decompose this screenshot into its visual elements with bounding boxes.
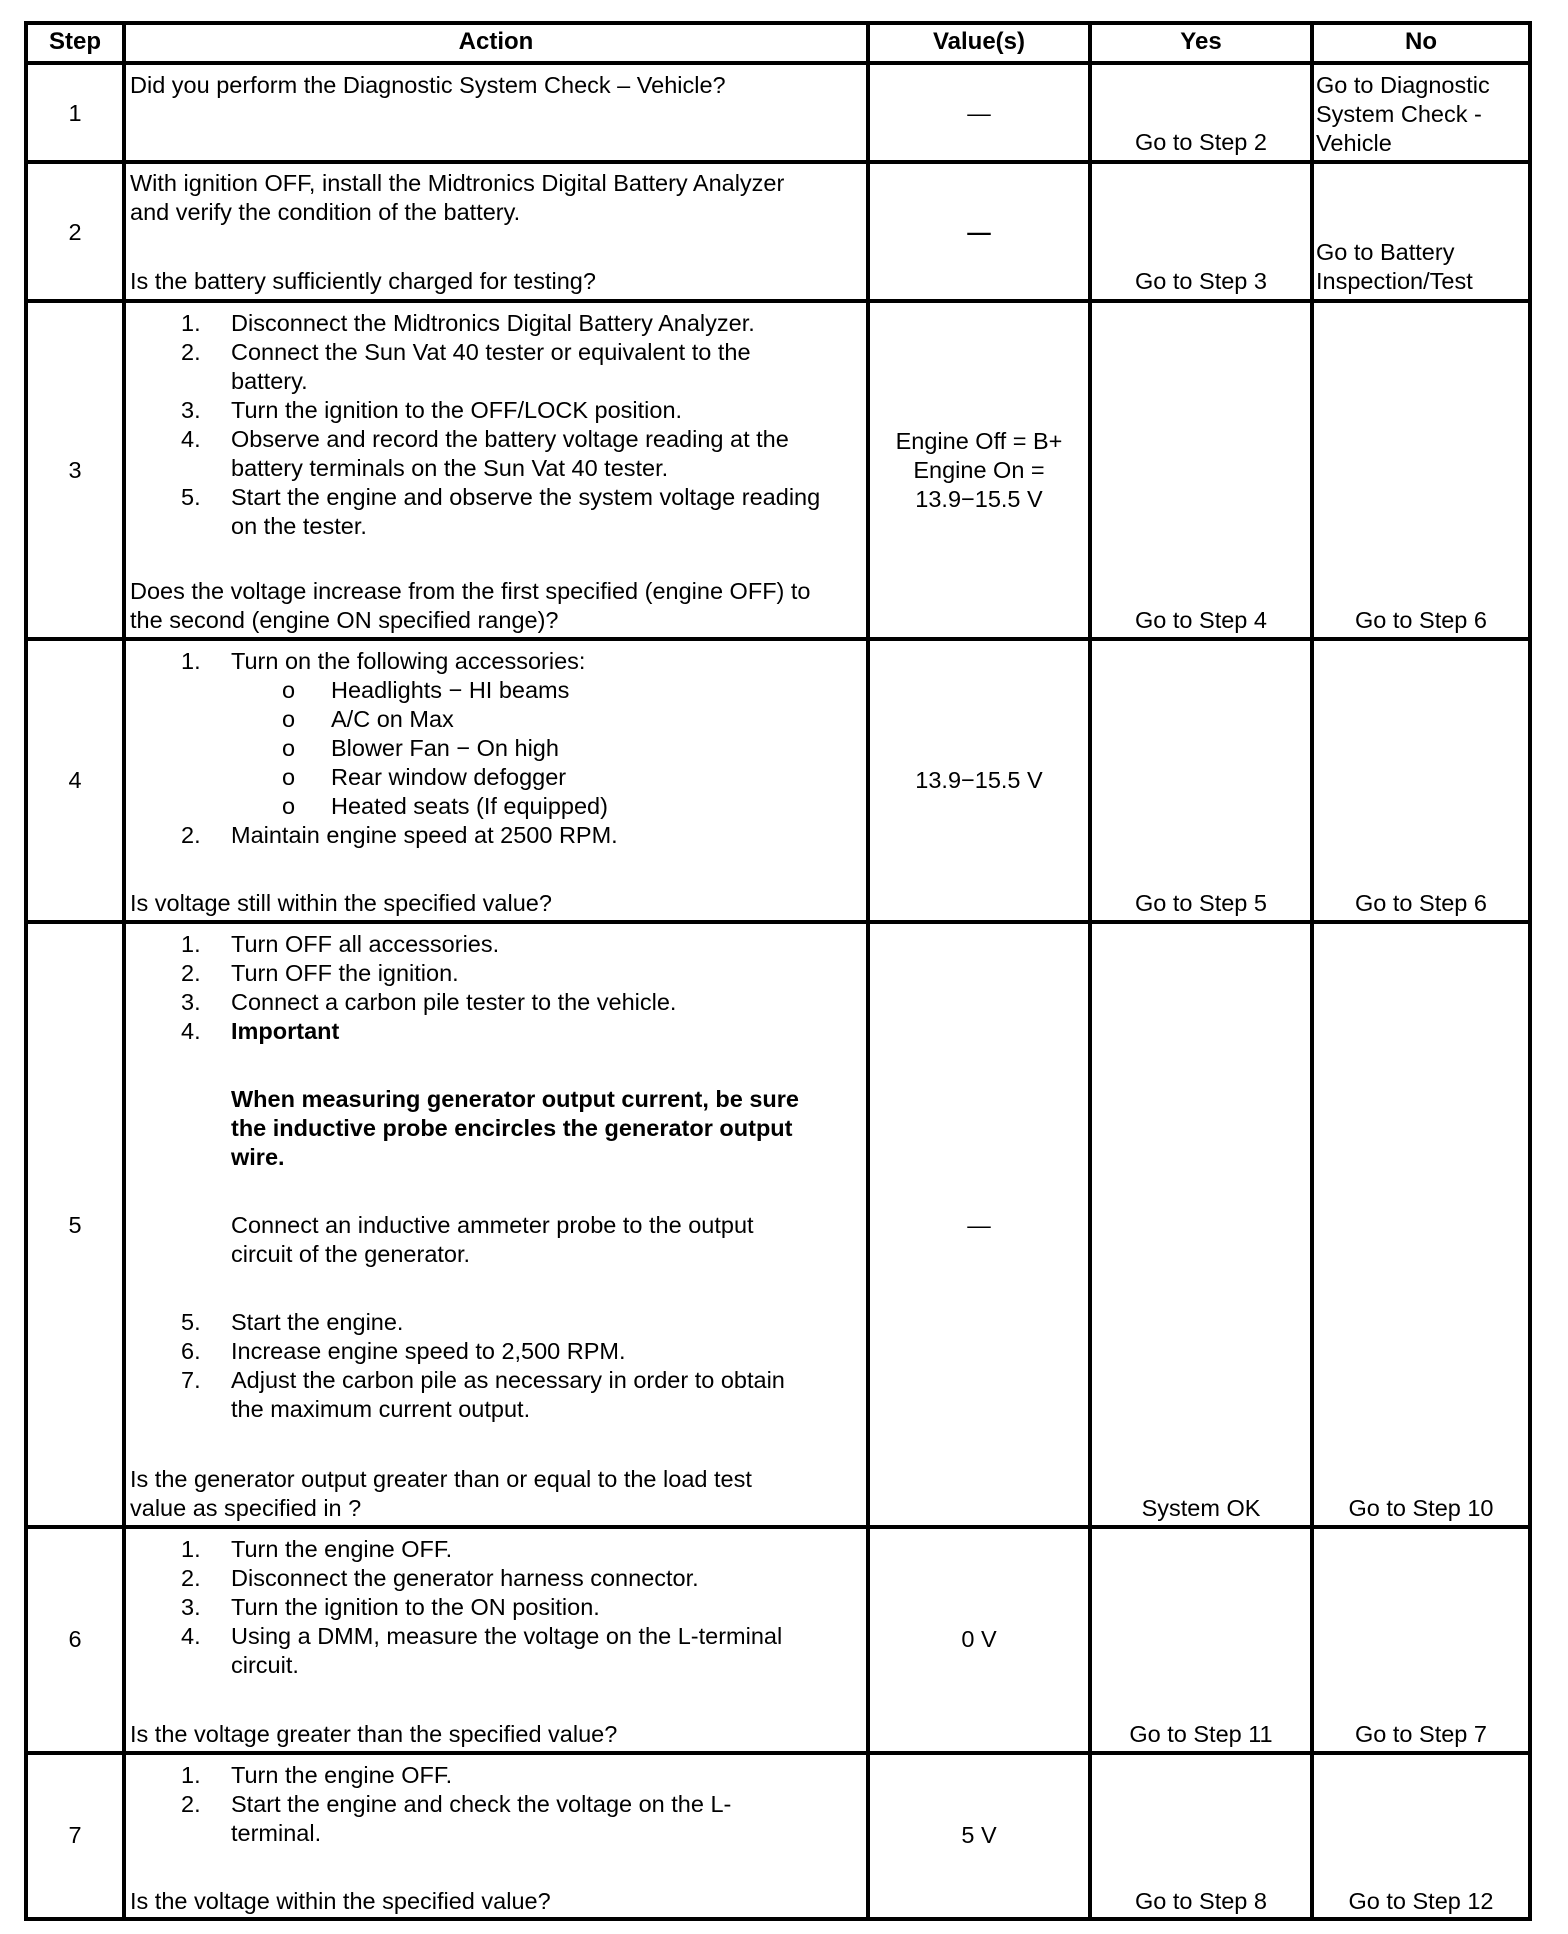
header-values-label: Value(s) (932, 28, 1026, 55)
row2-action-l1: With ignition OFF, install the Midtronics Digital Battery Analyzer (130, 170, 785, 196)
row5-important-note-l2: the inductive probe encircles the generator output (231, 1115, 793, 1141)
header-no-label: No (1405, 28, 1437, 55)
row5-item5-text: Start the engine. (231, 1309, 404, 1335)
row6-item4-text-l1: Using a DMM, measure the voltage on the L-terminal (231, 1623, 783, 1649)
row7-value-text: 5 V (961, 1822, 997, 1848)
row3-item3-num: 3. (181, 397, 201, 423)
row6-no-text[interactable]: Go to Step 7 (1355, 1721, 1487, 1747)
row5-question-l2: value as specified in ? (130, 1495, 362, 1521)
row6-question: Is the voltage greater than the specified value? (130, 1721, 618, 1747)
row2-question: Is the battery sufficiently charged for testing? (130, 268, 596, 294)
row4-sub1-text: Headlights − HI beams (331, 677, 570, 703)
row5-item2-num: 2. (181, 960, 201, 986)
row3-item5-num: 5. (181, 484, 201, 510)
row1-no-text-l1[interactable]: Go to Diagnostic (1316, 72, 1490, 98)
row5-item1-text: Turn OFF all accessories. (231, 931, 500, 957)
row4-sub3-text: Blower Fan − On high (331, 735, 559, 761)
row6-item1-num: 1. (181, 1536, 201, 1562)
row5-connect-l2: circuit of the generator. (231, 1241, 471, 1267)
row7-yes-text[interactable]: Go to Step 8 (1135, 1888, 1267, 1914)
row6-item4-text-l2: circuit. (231, 1652, 299, 1678)
row2-step-number: 2 (68, 219, 82, 245)
row4-step-number: 4 (68, 767, 82, 793)
row3-yes-text[interactable]: Go to Step 4 (1135, 607, 1267, 633)
row5-item2-text: Turn OFF the ignition. (231, 960, 459, 986)
row4-sub2-bullet: o (282, 706, 296, 732)
row1-value-text: — (967, 100, 991, 126)
row4-sub4-text: Rear window defogger (331, 764, 567, 790)
row5-item4-num: 4. (181, 1018, 201, 1044)
row4-yes (1088, 637, 1314, 924)
row1-no-text-l2[interactable]: System Check - (1316, 101, 1482, 127)
row4-sub5-text: Heated seats (If equipped) (331, 793, 608, 819)
row5-item5-num: 5. (181, 1309, 201, 1335)
row7-item2-num: 2. (181, 1791, 201, 1817)
row5-value-text: — (967, 1212, 991, 1238)
row2-action-l2: and verify the condition of the battery. (130, 199, 521, 225)
row7-step-number: 7 (68, 1822, 82, 1848)
row4-item1-num: 1. (181, 648, 201, 674)
row7-no-text[interactable]: Go to Step 12 (1348, 1888, 1494, 1914)
row5-important-note-l1: When measuring generator output current, be sure (231, 1086, 799, 1112)
row5-item1-num: 1. (181, 931, 201, 957)
header-step-label: Step (48, 28, 101, 55)
row3-step-number: 3 (68, 457, 82, 483)
row5-item3-text: Connect a carbon pile tester to the vehicle. (231, 989, 677, 1015)
row5-connect-l1: Connect an inductive ammeter probe to the output (231, 1212, 754, 1238)
row1-yes-text[interactable]: Go to Step 2 (1135, 129, 1267, 155)
row6-item2-text: Disconnect the generator harness connector. (231, 1565, 699, 1591)
row2-no-text-l2[interactable]: Inspection/Test (1316, 268, 1473, 294)
row3-item4-text-l2: battery terminals on the Sun Vat 40 tester. (231, 455, 669, 481)
row5-item6-num: 6. (181, 1338, 201, 1364)
row4-no-text[interactable]: Go to Step 6 (1355, 890, 1487, 916)
header-no (1310, 21, 1532, 65)
row5-important-note-l3: wire. (231, 1144, 285, 1170)
header-values (866, 21, 1092, 65)
row3-item4-text-l1: Observe and record the battery voltage reading at the (231, 426, 789, 452)
row4-no (1310, 637, 1532, 924)
header-action (122, 21, 870, 65)
row3-item2-text-l1: Connect the Sun Vat 40 tester or equivalent to the (231, 339, 751, 365)
row1-action-text: Did you perform the Diagnostic System Check – Vehicle? (130, 72, 726, 98)
row1-no-text-l3[interactable]: Vehicle (1316, 130, 1392, 156)
row4-value-text: 13.9−15.5 V (915, 767, 1043, 793)
row4-sub4-bullet: o (282, 764, 296, 790)
row5-question-l1: Is the generator output greater than or equal to the load test (130, 1466, 752, 1492)
row5-item7-num: 7. (181, 1367, 201, 1393)
header-step (24, 21, 126, 65)
row7-item1-text: Turn the engine OFF. (231, 1762, 453, 1788)
row3-value-l2: Engine On = (913, 457, 1045, 483)
row6-item2-num: 2. (181, 1565, 201, 1591)
row6-value-text: 0 V (961, 1626, 997, 1652)
row6-step-number: 6 (68, 1626, 82, 1652)
row3-value-l1: Engine Off = B+ (895, 428, 1063, 454)
row2-value-text: — (967, 219, 991, 245)
row5-no-text[interactable]: Go to Step 10 (1348, 1495, 1494, 1521)
row7-question: Is the voltage within the specified value? (130, 1888, 551, 1914)
row4-yes-text[interactable]: Go to Step 5 (1135, 890, 1267, 916)
row4-sub2-text: A/C on Max (331, 706, 454, 732)
row3-item2-num: 2. (181, 339, 201, 365)
row5-item4-important: Important (231, 1018, 340, 1044)
row5-item6-text: Increase engine speed to 2,500 RPM. (231, 1338, 626, 1364)
row4-item1-text: Turn on the following accessories: (231, 648, 586, 674)
row3-item4-num: 4. (181, 426, 201, 452)
row3-no-text[interactable]: Go to Step 6 (1355, 607, 1487, 633)
row5-step-number: 5 (68, 1212, 82, 1238)
row3-item5-text-l2: on the tester. (231, 513, 367, 539)
row3-item1-text: Disconnect the Midtronics Digital Battery Analyzer. (231, 310, 755, 336)
row4-sub3-bullet: o (282, 735, 296, 761)
row7-item2-text-l2: terminal. (231, 1820, 322, 1846)
row5-no (1310, 920, 1532, 1529)
row2-no-text-l1[interactable]: Go to Battery (1316, 239, 1455, 265)
row4-sub1-bullet: o (282, 677, 296, 703)
row3-item1-num: 1. (181, 310, 201, 336)
row3-yes (1088, 299, 1314, 641)
row5-yes-text[interactable]: System OK (1141, 1495, 1261, 1521)
row5-yes (1088, 920, 1314, 1529)
header-yes-label: Yes (1180, 28, 1222, 55)
row7-item2-text-l1: Start the engine and check the voltage on the L- (231, 1791, 732, 1817)
row6-item1-text: Turn the engine OFF. (231, 1536, 453, 1562)
row1-step-number: 1 (68, 100, 82, 126)
row6-item4-num: 4. (181, 1623, 201, 1649)
row4-sub5-bullet: o (282, 793, 296, 819)
row4-item2-text: Maintain engine speed at 2500 RPM. (231, 822, 618, 848)
row3-item3-text: Turn the ignition to the OFF/LOCK position. (231, 397, 683, 423)
row7-item1-num: 1. (181, 1762, 201, 1788)
row6-item3-text: Turn the ignition to the ON position. (231, 1594, 600, 1620)
row3-no (1310, 299, 1532, 641)
row5-item3-num: 3. (181, 989, 201, 1015)
row6-item3-num: 3. (181, 1594, 201, 1620)
row2-yes-text[interactable]: Go to Step 3 (1135, 268, 1267, 294)
row3-question-l2: the second (engine ON specified range)? (130, 607, 559, 633)
row3-value-l3: 13.9−15.5 V (915, 486, 1043, 512)
row5-item7-text-l1: Adjust the carbon pile as necessary in order to obtain (231, 1367, 785, 1393)
header-action-label: Action (458, 28, 534, 55)
row4-item2-num: 2. (181, 822, 201, 848)
row4-question: Is voltage still within the specified value? (130, 890, 552, 916)
row6-yes-text[interactable]: Go to Step 11 (1129, 1721, 1273, 1747)
row5-item7-text-l2: the maximum current output. (231, 1396, 531, 1422)
row3-item5-text-l1: Start the engine and observe the system voltage reading (231, 484, 821, 510)
row3-question-l1: Does the voltage increase from the first specified (engine OFF) to (130, 578, 811, 604)
header-yes (1088, 21, 1314, 65)
row3-item2-text-l2: battery. (231, 368, 308, 394)
